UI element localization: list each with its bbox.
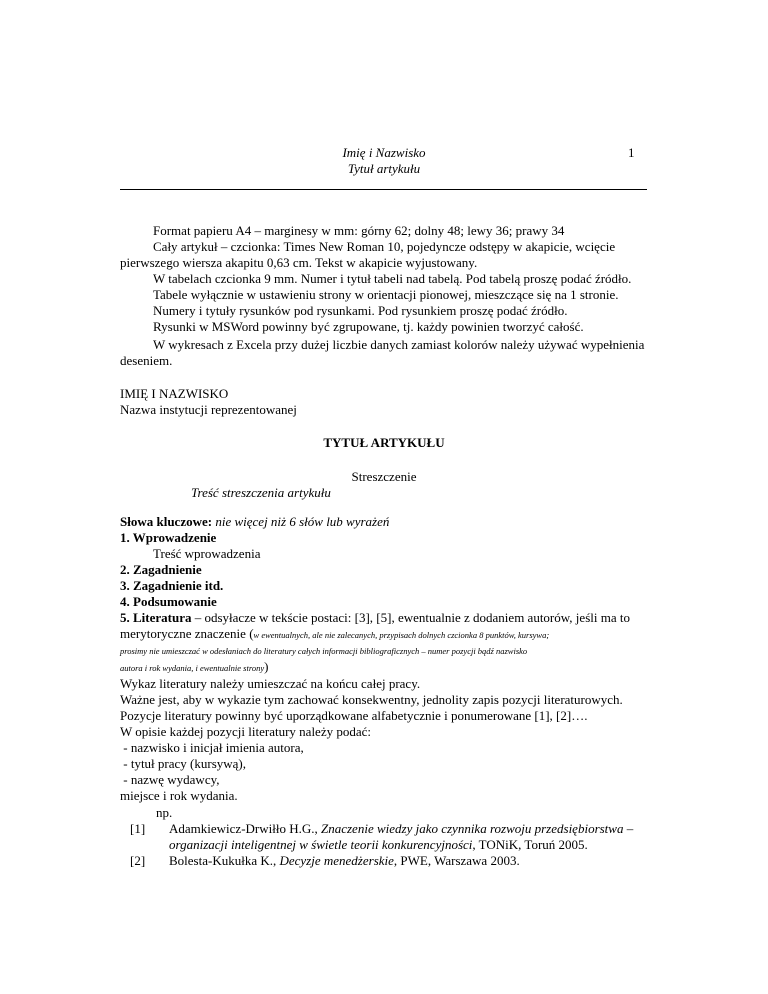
section-heading: 2. Zagadnienie: [120, 562, 202, 577]
format-note-line: Format papieru A4 – marginesy w mm: górny 62; dolny 48; lewy 36; prawy 34: [153, 223, 565, 238]
section-heading: 4. Podsumowanie: [120, 594, 217, 609]
reference-number: [2]: [130, 853, 146, 868]
format-note-line: Numery i tytuły rysunków pod rysunkami. Pod rysunkiem proszę podać źródło.: [153, 303, 568, 318]
excel-note: [120, 337, 650, 369]
reference-line: [169, 821, 650, 837]
reference-line: [169, 853, 650, 869]
literature-note: Ważne jest, aby w wykazie tym zachować konsekwentny, jednolity zapis pozycji literaturowych.: [120, 692, 623, 707]
abstract-content: Treść streszczenia artykułu: [191, 485, 331, 500]
literature-note: miejsce i rok wydania.: [120, 788, 238, 803]
reference-publisher: , PWE, Warszawa 2003.: [393, 853, 520, 868]
footnote-note: w ewentualnych, ale nie zalecanych, przypisach dolnych czcionka 8 punktów, kursywa;: [253, 630, 550, 640]
section-heading: 5. Literatura: [120, 610, 192, 625]
reference-item: [130, 821, 650, 853]
section-literature: [120, 610, 650, 626]
reference-item: [130, 853, 650, 869]
literature-notes: [120, 676, 660, 804]
format-note-line: Rysunki w MSWord powinny być zgrupowane, tj. każdy powinien tworzyć całość.: [153, 319, 584, 334]
literature-note: - nazwę wydawcy,: [120, 772, 220, 787]
example-label: np.: [156, 805, 173, 820]
author-name: IMIĘ I NAZWISKO: [120, 386, 229, 401]
keywords-label: Słowa kluczowe:: [120, 514, 213, 529]
format-note-line: W tabelach czcionka 9 mm. Numer i tytuł tabeli nad tabelą. Pod tabelą proszę podać źródło.: [153, 271, 632, 286]
reference-author: Bolesta-Kukułka K.,: [169, 853, 280, 868]
page-number: 1: [628, 145, 635, 160]
closing-paren: ): [264, 659, 269, 674]
header-rule: [120, 189, 647, 190]
literature-intro: – odsyłacze w tekście postaci: [3], [5], ewentualnie z dodaniem autorów, jeśli ma to: [191, 610, 630, 625]
literature-line: [120, 626, 650, 643]
article-title: TYTUŁ ARTYKUŁU: [323, 435, 445, 450]
header-author: Imię i Nazwisko: [342, 145, 426, 160]
reference-number: [1]: [130, 821, 146, 836]
format-note-line: Cały artykuł – czcionka: Times New Roman 10, pojedyncze odstępy w akapicie, wcięcie: [153, 239, 616, 254]
reference-publisher: , TONiK, Toruń 2005.: [472, 837, 588, 852]
literature-intro-cont: merytoryczne znaczenie (: [120, 626, 254, 641]
abstract-heading: Streszczenie: [351, 469, 417, 484]
sections: [120, 530, 650, 676]
format-notes: [120, 223, 650, 335]
literature-note: W opisie każdej pozycji literatury należy podać:: [120, 724, 371, 739]
format-note-line: pierwszego wiersza akapitu 0,63 cm. Tekst w akapicie wyjustowany.: [120, 255, 478, 270]
section-heading: 3. Zagadnienie itd.: [120, 578, 224, 593]
reference-title: Znaczenie wiedzy jako czynnika rozwoju przedsiębiorstwa –: [321, 821, 634, 836]
excel-note-line: deseniem.: [120, 353, 173, 368]
section-heading: 1. Wprowadzenie: [120, 530, 217, 545]
literature-note: Pozycje literatury powinny być uporządkowane alfabetycznie i ponumerowane [1], [2]….: [120, 708, 588, 723]
excel-note-line: W wykresach z Excela przy dużej liczbie danych zamiast kolorów należy używać wypełnienia: [153, 337, 645, 352]
literature-line: [120, 659, 650, 676]
author-institution: Nazwa instytucji reprezentowanej: [120, 402, 297, 417]
reference-author: Adamkiewicz-Drwiłło H.G.,: [169, 821, 321, 836]
footnote-note: autora i rok wydania, i ewentualnie strony: [120, 663, 265, 673]
header-title: Tytuł artykułu: [347, 161, 421, 176]
format-note-line: Tabele wyłącznie w ustawieniu strony w orientacji pionowej, mieszczące się na 1 stronie.: [153, 287, 619, 302]
reference-title: organizacji inteligentnej w świetle teorii konkurencyjności: [169, 837, 473, 852]
literature-note: Wykaz literatury należy umieszczać na końcu całej pracy.: [120, 676, 421, 691]
literature-note: - tytuł pracy (kursywą),: [120, 756, 246, 771]
keywords: [120, 514, 389, 530]
keywords-value: nie więcej niż 6 słów lub wyrażeń: [215, 514, 390, 529]
literature-note: - nazwisko i inicjał imienia autora,: [120, 740, 304, 755]
section-content: Treść wprowadzenia: [153, 546, 261, 561]
reference-title: Decyzje menedżerskie: [279, 853, 394, 868]
footnote-note: prosimy nie umieszczać w odesłaniach do literatury całych informacji bibliograficznych – numer pozycji bądź nazwisko: [120, 646, 528, 656]
reference-line: [169, 837, 650, 853]
